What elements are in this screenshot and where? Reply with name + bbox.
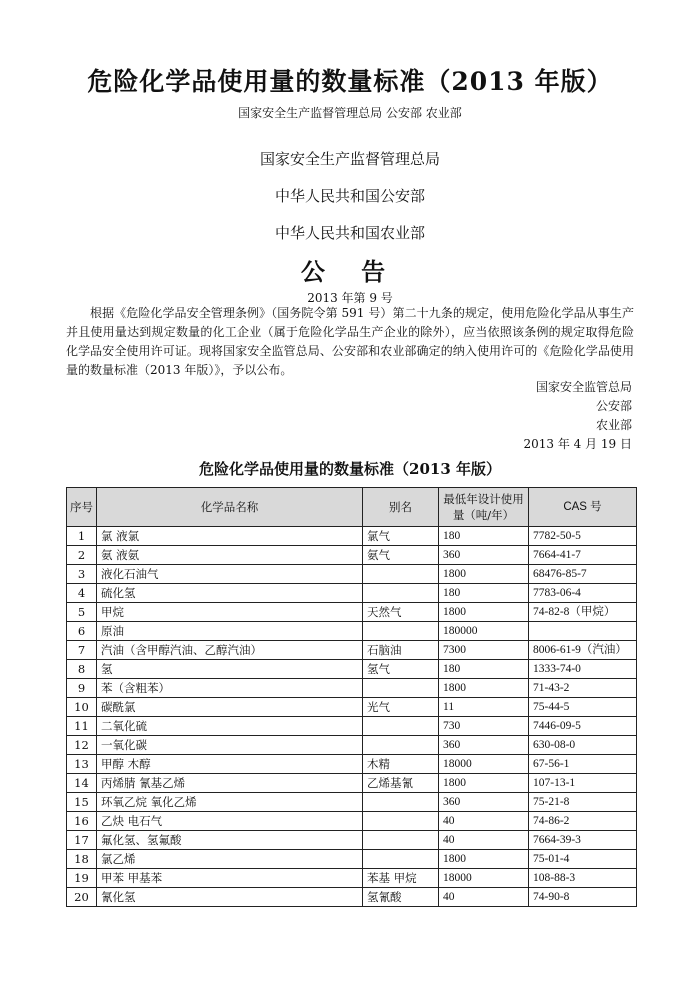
cell-chemical-name: 液化石油气: [97, 565, 363, 584]
cell-alias: 氢氰酸: [363, 888, 439, 907]
column-header-alias: 别名: [363, 488, 439, 527]
table-row: [67, 812, 637, 831]
cell-index: 16: [67, 812, 97, 831]
cell-cas-number: 7783-06-4: [529, 584, 637, 603]
cell-min-quantity: 360: [439, 736, 529, 755]
table-row: [67, 622, 637, 641]
table-row: [67, 679, 637, 698]
cell-cas-number: [529, 622, 637, 641]
cell-min-quantity: 7300: [439, 641, 529, 660]
table-row: [67, 603, 637, 622]
cell-min-quantity: 1800: [439, 603, 529, 622]
cell-min-quantity: 1800: [439, 679, 529, 698]
column-header-cas: CAS 号: [529, 488, 637, 527]
cell-alias: 苯基 甲烷: [363, 869, 439, 888]
cell-min-quantity: 1800: [439, 850, 529, 869]
standards-table: [66, 487, 637, 907]
cell-chemical-name: 甲苯 甲基苯: [97, 869, 363, 888]
cell-chemical-name: 氨 液氨: [97, 546, 363, 565]
cell-cas-number: 68476-85-7: [529, 565, 637, 584]
cell-chemical-name: 碳酰氯: [97, 698, 363, 717]
cell-chemical-name: 氰化氢: [97, 888, 363, 907]
cell-cas-number: 108-88-3: [529, 869, 637, 888]
cell-index: 20: [67, 888, 97, 907]
table-row: [67, 641, 637, 660]
table-body: [67, 527, 637, 907]
cell-cas-number: 67-56-1: [529, 755, 637, 774]
cell-chemical-name: 丙烯腈 氰基乙烯: [97, 774, 363, 793]
cell-cas-number: 75-44-5: [529, 698, 637, 717]
cell-min-quantity: 40: [439, 812, 529, 831]
cell-alias: [363, 831, 439, 850]
cell-index: 18: [67, 850, 97, 869]
cell-index: 6: [67, 622, 97, 641]
table-row: [67, 660, 637, 679]
cell-chemical-name: 硫化氢: [97, 584, 363, 603]
cell-cas-number: 107-13-1: [529, 774, 637, 793]
cell-chemical-name: 乙炔 电石气: [97, 812, 363, 831]
cell-index: 17: [67, 831, 97, 850]
cell-min-quantity: 18000: [439, 755, 529, 774]
signature-agriculture: 农业部: [595, 418, 632, 432]
cell-chemical-name: 汽油（含甲醇汽油、乙醇汽油）: [97, 641, 363, 660]
cell-cas-number: 1333-74-0: [529, 660, 637, 679]
cell-cas-number: 75-01-4: [529, 850, 637, 869]
cell-cas-number: 74-86-2: [529, 812, 637, 831]
cell-alias: [363, 565, 439, 584]
cell-chemical-name: 苯（含粗苯）: [97, 679, 363, 698]
table-row: [67, 888, 637, 907]
cell-cas-number: 7664-39-3: [529, 831, 637, 850]
cell-cas-number: 8006-61-9（汽油）: [529, 641, 637, 660]
cell-chemical-name: 原油: [97, 622, 363, 641]
cell-min-quantity: 1800: [439, 774, 529, 793]
cell-min-quantity: 360: [439, 546, 529, 565]
cell-chemical-name: 甲烷: [97, 603, 363, 622]
cell-index: 5: [67, 603, 97, 622]
cell-chemical-name: 二氧化硫: [97, 717, 363, 736]
cell-min-quantity: 360: [439, 793, 529, 812]
issuer-safety-admin: 国家安全生产监督管理总局: [259, 150, 440, 168]
cell-alias: 氯气: [363, 527, 439, 546]
cell-alias: 石脑油: [363, 641, 439, 660]
table-row: [67, 831, 637, 850]
cell-alias: [363, 812, 439, 831]
table-row: [67, 546, 637, 565]
issuer-public-security: 中华人民共和国公安部: [274, 187, 425, 205]
cell-index: 12: [67, 736, 97, 755]
cell-index: 13: [67, 755, 97, 774]
cell-cas-number: 71-43-2: [529, 679, 637, 698]
column-header-index: 序号: [67, 488, 97, 527]
cell-alias: [363, 584, 439, 603]
cell-cas-number: 7446-09-5: [529, 717, 637, 736]
cell-index: 1: [67, 527, 97, 546]
notice-date: 2013 年 4 月 19 日: [523, 437, 632, 451]
cell-chemical-name: 氟化氢、氢氟酸: [97, 831, 363, 850]
table-row: [67, 850, 637, 869]
cell-chemical-name: 环氧乙烷 氧化乙烯: [97, 793, 363, 812]
cell-min-quantity: 1800: [439, 565, 529, 584]
cell-min-quantity: 180: [439, 584, 529, 603]
table-row: [67, 869, 637, 888]
cell-alias: [363, 793, 439, 812]
cell-index: 10: [67, 698, 97, 717]
cell-index: 8: [67, 660, 97, 679]
cell-alias: 天然气: [363, 603, 439, 622]
page-subtitle: 国家安全生产监督管理总局 公安部 农业部: [238, 106, 462, 120]
notice-number: 2013 年第 9 号: [307, 291, 393, 305]
notice-heading: 公 告: [300, 257, 400, 286]
cell-chemical-name: 氢: [97, 660, 363, 679]
cell-alias: [363, 736, 439, 755]
cell-min-quantity: 18000: [439, 869, 529, 888]
cell-min-quantity: 180000: [439, 622, 529, 641]
table-row: [67, 774, 637, 793]
cell-cas-number: 74-82-8（甲烷）: [529, 603, 637, 622]
cell-alias: [363, 850, 439, 869]
table-row: [67, 565, 637, 584]
cell-alias: 氢气: [363, 660, 439, 679]
cell-min-quantity: 11: [439, 698, 529, 717]
cell-min-quantity: 730: [439, 717, 529, 736]
cell-min-quantity: 40: [439, 888, 529, 907]
cell-min-quantity: 180: [439, 660, 529, 679]
cell-alias: [363, 717, 439, 736]
cell-alias: [363, 622, 439, 641]
cell-min-quantity: 40: [439, 831, 529, 850]
cell-index: 19: [67, 869, 97, 888]
notice-body: 根据《危险化学品安全管理条例》（国务院令第 591 号）第二十九条的规定，使用危险化学品从事生产并且使用量达到规定数量的化工企业（属于危险化学品生产企业的除外），应当依照该条例的规定取得危险化学品安全使用许可证。现将国家安全监管总局、公安部和农业部确定的纳入使用许可的《危险化学品使用量的数量标准（2013 年版）》，予以公布。: [66, 306, 634, 377]
cell-chemical-name: 一氧化碳: [97, 736, 363, 755]
column-header-min-quantity: 最低年设计使用量（吨/年）: [439, 488, 529, 527]
cell-index: 14: [67, 774, 97, 793]
cell-index: 9: [67, 679, 97, 698]
column-header-name: 化学品名称: [97, 488, 363, 527]
table-row: [67, 527, 637, 546]
cell-chemical-name: 氯 液氯: [97, 527, 363, 546]
cell-index: 11: [67, 717, 97, 736]
cell-alias: 氨气: [363, 546, 439, 565]
table-row: [67, 793, 637, 812]
table-row: [67, 736, 637, 755]
cell-alias: [363, 679, 439, 698]
issuer-agriculture: 中华人民共和国农业部: [274, 224, 425, 242]
table-row: [67, 584, 637, 603]
cell-cas-number: 74-90-8: [529, 888, 637, 907]
cell-alias: 光气: [363, 698, 439, 717]
table-header-row: [67, 488, 637, 527]
cell-index: 2: [67, 546, 97, 565]
cell-alias: 木精: [363, 755, 439, 774]
signature-safety-admin: 国家安全监管总局: [535, 380, 632, 394]
cell-index: 4: [67, 584, 97, 603]
cell-alias: 乙烯基氰: [363, 774, 439, 793]
table-row: [67, 717, 637, 736]
cell-cas-number: 630-08-0: [529, 736, 637, 755]
cell-min-quantity: 180: [439, 527, 529, 546]
cell-cas-number: 7782-50-5: [529, 527, 637, 546]
cell-cas-number: 75-21-8: [529, 793, 637, 812]
cell-cas-number: 7664-41-7: [529, 546, 637, 565]
cell-chemical-name: 甲醇 木醇: [97, 755, 363, 774]
cell-index: 15: [67, 793, 97, 812]
cell-index: 3: [67, 565, 97, 584]
cell-chemical-name: 氯乙烯: [97, 850, 363, 869]
page-title: 危险化学品使用量的数量标准（2013 年版）: [87, 67, 613, 96]
table-row: [67, 755, 637, 774]
signature-public-security: 公安部: [595, 399, 632, 413]
table-title: 危险化学品使用量的数量标准（2013 年版）: [199, 460, 501, 478]
cell-index: 7: [67, 641, 97, 660]
table-row: [67, 698, 637, 717]
